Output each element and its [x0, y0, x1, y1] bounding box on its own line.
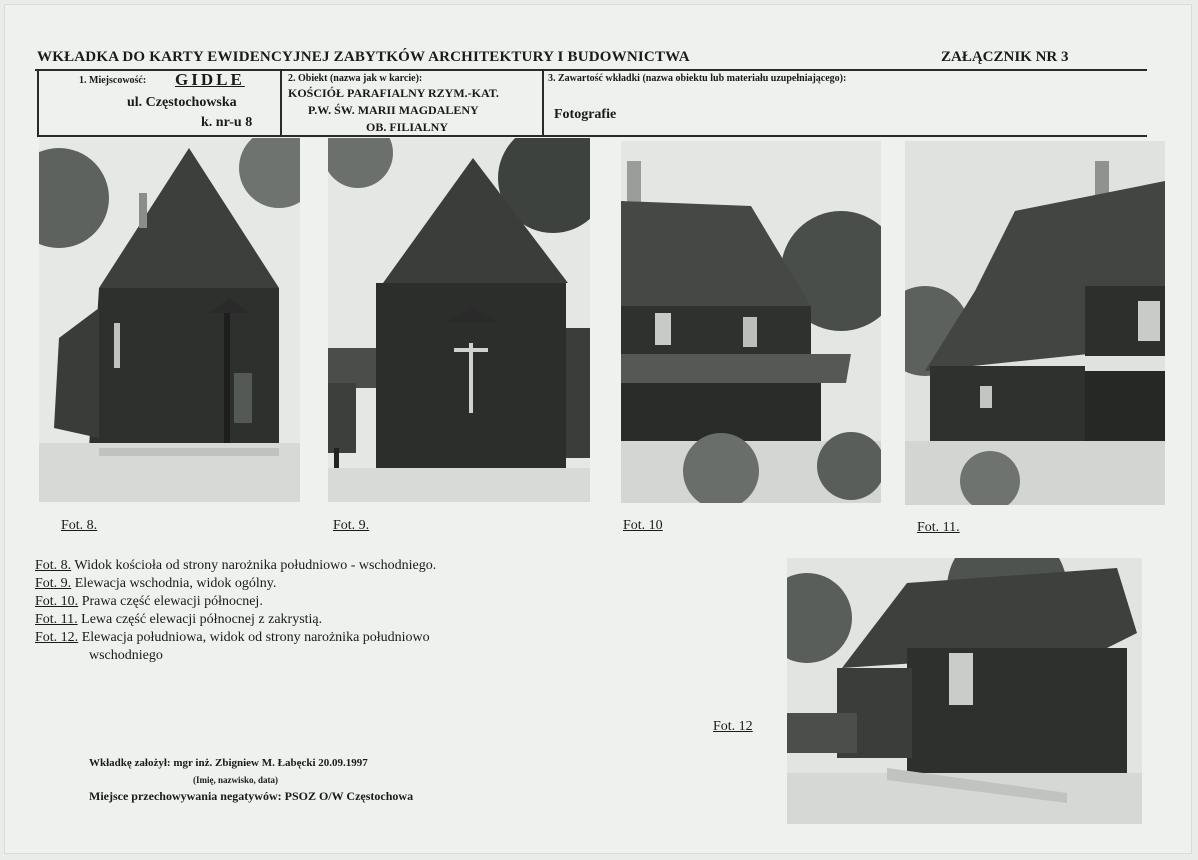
caption-fot-12: Fot. 12	[713, 719, 753, 734]
storage-line: Miejsce przechowywania negatywów: PSOZ O/W Częstochowa	[89, 789, 414, 803]
object-line-3: OB. FILIALNY	[366, 120, 449, 134]
photo-8	[39, 138, 300, 502]
attachment-number: ZAŁĄCZNIK NR 3	[941, 49, 1069, 65]
description-text: Lewa część elewacji północnej z zakrystią.	[77, 612, 323, 627]
description-row	[35, 593, 555, 611]
description-row	[35, 611, 555, 629]
description-text: Widok kościoła od strony narożnika południowo - wschodniego.	[71, 558, 437, 573]
number-value: k. nr-u 8	[201, 115, 253, 130]
photo-10	[621, 141, 881, 503]
description-text: Elewacja południowa, widok od strony narożnika południowo	[78, 630, 430, 645]
content-value: Fotografie	[554, 107, 617, 122]
description-ref: Fot. 12.	[35, 630, 79, 645]
street-value: ul. Częstochowska	[127, 95, 237, 110]
record-sheet	[4, 4, 1192, 854]
description-text: Elewacja wschodnia, widok ogólny.	[71, 576, 277, 591]
info-table	[37, 69, 1147, 137]
author-hint: (Imię, nazwisko, data)	[193, 775, 278, 785]
content-label: 3. Zawartość wkładki (nazwa obiektu lub materiału uzupełniającego):	[548, 73, 847, 84]
object-line-1: KOŚCIÓŁ PARAFIALNY RZYM.-KAT.	[288, 86, 499, 100]
description-ref: Fot. 10.	[35, 594, 79, 609]
description-row	[35, 629, 555, 647]
object-line-2: P.W. ŚW. MARII MAGDALENY	[308, 103, 479, 117]
photo-9	[328, 138, 590, 502]
document-title: WKŁADKA DO KARTY EWIDENCYJNEJ ZABYTKÓW ARCHITEKTURY I BUDOWNICTWA	[37, 49, 690, 65]
description-ref: Fot. 8.	[35, 558, 72, 573]
author-line: Wkładkę założył: mgr inż. Zbigniew M. Łabęcki 20.09.1997	[89, 757, 368, 769]
description-row	[35, 575, 555, 593]
caption-fot-10: Fot. 10	[623, 518, 663, 533]
description-ref: Fot. 11.	[35, 612, 78, 627]
locality-label: 1. Miejscowość:	[79, 75, 147, 86]
caption-fot-11: Fot. 11.	[917, 520, 960, 535]
caption-fot-9: Fot. 9.	[333, 518, 370, 533]
object-label: 2. Obiekt (nazwa jak w karcie):	[288, 73, 423, 84]
locality-cell	[39, 69, 282, 135]
photo-12	[787, 558, 1142, 824]
object-cell	[282, 69, 544, 135]
description-row	[35, 557, 555, 575]
description-ref: Fot. 9.	[35, 576, 72, 591]
content-cell	[544, 69, 1147, 135]
caption-fot-8: Fot. 8.	[61, 518, 98, 533]
description-text: Prawa część elewacji północnej.	[78, 594, 263, 609]
photo-11	[905, 141, 1165, 505]
description-continuation: wschodniego	[89, 648, 163, 663]
photo-descriptions	[35, 557, 555, 665]
locality-value: GIDLE	[175, 70, 245, 89]
